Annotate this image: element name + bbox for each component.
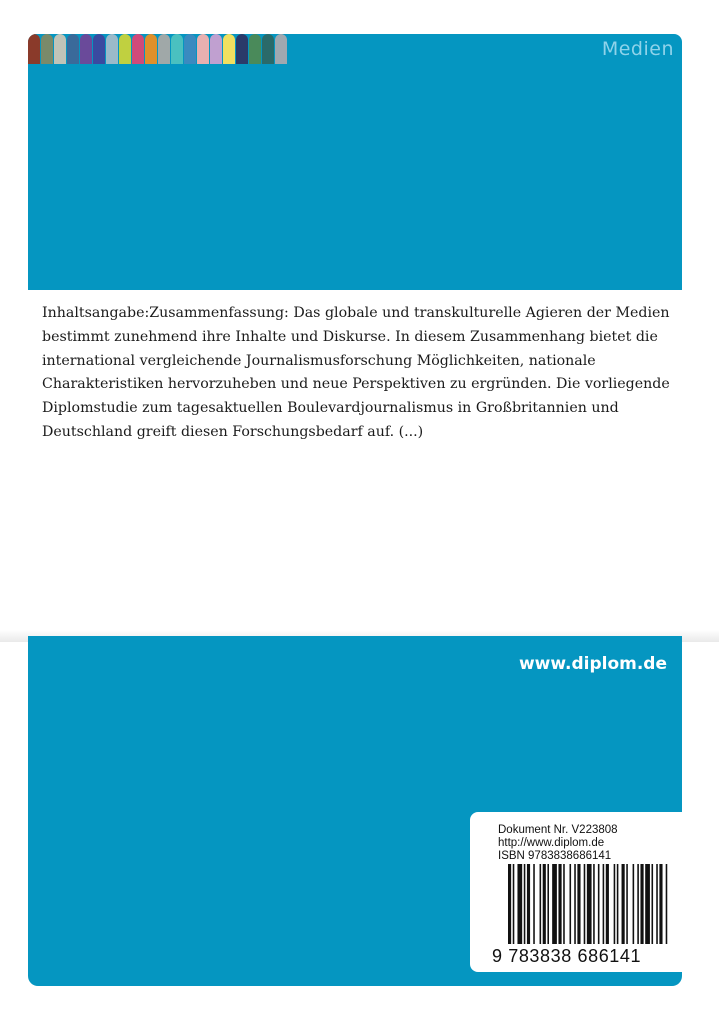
barcode-bar — [626, 864, 628, 944]
color-stripe — [197, 34, 209, 64]
book-description: Inhaltsangabe:Zusammenfassung: Das globale und transkulturelle Agieren der Medien bestimmt zunehmend ihre Inhalte und Diskurse. In diesem Zusammenhang bietet die international vergleichende Journalismusforschung Möglichkeiten, nationale Charakteristiken hervorzuheben und neue Perspektiven zu ergründen. Die vorliegende Diplomstudie zum tagesaktuellen Boulevardjournalismus in Großbritannien und Deutschland greift diesen Forschungsbedarf auf. (...) — [42, 305, 670, 440]
color-stripe — [119, 34, 131, 64]
barcode-bar — [659, 864, 662, 944]
barcode-digits: 9 783838 686141 — [492, 946, 642, 966]
barcode-bar — [517, 864, 522, 944]
isbn-line: ISBN 9783838686141 — [498, 850, 612, 862]
color-stripe — [132, 34, 144, 64]
barcode-bar — [640, 864, 643, 944]
barcode-bar — [524, 864, 526, 944]
barcode-bar — [584, 864, 586, 944]
barcode-bar — [598, 864, 600, 944]
color-stripe — [158, 34, 170, 64]
barcode-bar — [603, 864, 605, 944]
color-stripe — [249, 34, 261, 64]
color-stripe — [80, 34, 92, 64]
barcode-bar — [645, 864, 650, 944]
barcode-bar — [606, 864, 609, 944]
color-stripe-bar — [28, 34, 288, 64]
barcode-bar — [574, 864, 576, 944]
cover-top-panel — [28, 34, 682, 290]
barcode-bar — [656, 864, 658, 944]
barcode-bar — [652, 864, 654, 944]
barcode-bar — [540, 864, 542, 944]
barcode-bar — [552, 864, 557, 944]
color-stripe — [28, 34, 40, 64]
color-stripe — [145, 34, 157, 64]
publisher-website: www.diplom.de — [518, 654, 667, 674]
barcode-bar — [633, 864, 635, 944]
barcode-bar — [666, 864, 668, 944]
barcode-bar — [587, 864, 592, 944]
barcode-bar — [533, 864, 535, 944]
barcode-bar — [614, 864, 616, 944]
barcode-bar — [570, 864, 572, 944]
color-stripe — [236, 34, 248, 64]
color-stripe — [171, 34, 183, 64]
barcode-bar — [637, 864, 639, 944]
barcode-bar — [617, 864, 619, 944]
barcode-bar — [543, 864, 546, 944]
color-stripe — [223, 34, 235, 64]
barcode-bar — [527, 864, 530, 944]
color-stripe — [184, 34, 196, 64]
barcode-box — [470, 812, 682, 972]
document-number: Dokument Nr. V223808 — [498, 824, 618, 836]
color-stripe — [210, 34, 222, 64]
category-label: Medien — [601, 38, 674, 60]
barcode-bar — [508, 864, 511, 944]
color-stripe — [41, 34, 53, 64]
barcode-bar — [577, 864, 580, 944]
color-stripe — [106, 34, 118, 64]
color-stripe — [262, 34, 274, 64]
color-stripe — [275, 34, 287, 64]
barcode-bar — [593, 864, 595, 944]
barcode-bar — [622, 864, 625, 944]
cover-bottom-panel — [28, 636, 682, 986]
barcode-bar — [513, 864, 515, 944]
color-stripe — [67, 34, 79, 64]
isbn-barcode — [508, 864, 672, 944]
barcode-bar — [558, 864, 561, 944]
barcode-bar — [547, 864, 549, 944]
document-url: http://www.diplom.de — [498, 837, 605, 849]
barcode-bar — [563, 864, 565, 944]
color-stripe — [54, 34, 66, 64]
color-stripe — [93, 34, 105, 64]
